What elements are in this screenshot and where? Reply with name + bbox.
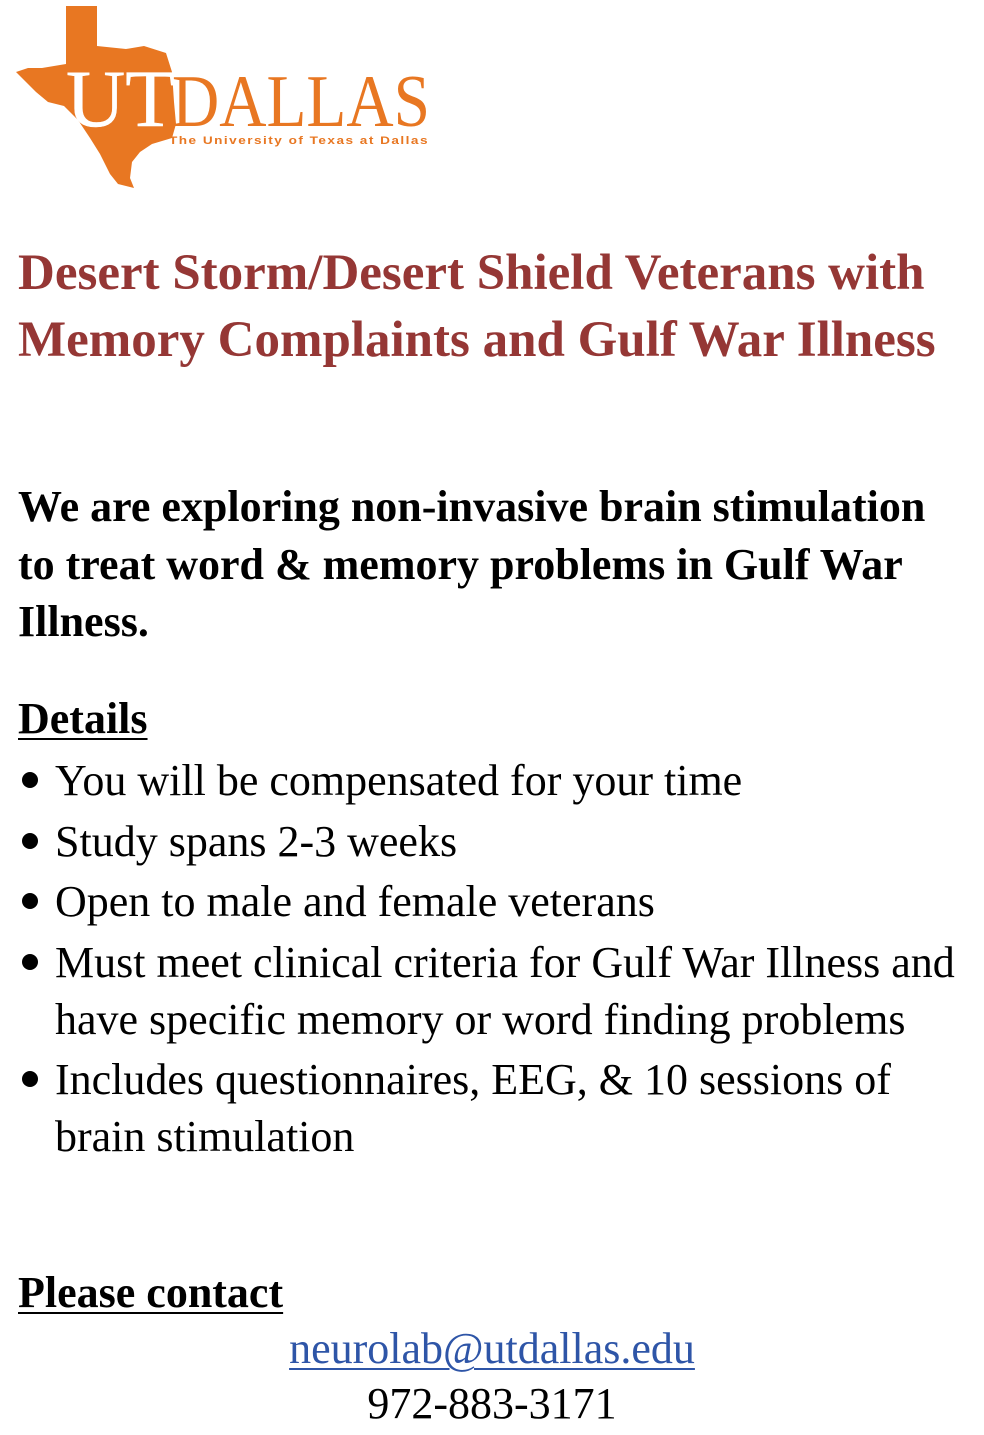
bullet-icon [22,772,38,788]
contact-heading: Please contact [18,1268,284,1317]
details-item-text: Study spans 2-3 weeks [55,816,458,866]
contact-email-link[interactable]: neurolab@utdallas.edu [289,1324,695,1373]
bullet-icon [22,893,38,909]
details-item-text: Must meet clinical criteria for Gulf War Illness and have specific memory or word finding problems [55,937,955,1044]
logo-tagline-text: The University of Texas at Dallas [169,135,429,147]
study-intro-text: We are exploring non-invasive brain stimulation to treat word & memory problems in Gulf War Illness. [18,482,926,646]
details-item-text: Open to male and female veterans [55,877,655,926]
details-list-item [18,752,968,809]
details-list-item [18,1051,968,1165]
details-item-text: You will be compensated for your time [55,756,743,805]
bullet-icon [22,833,38,849]
bullet-icon [22,954,38,970]
details-list [18,752,968,1169]
details-list-item [18,813,968,870]
page-headline: Desert Storm/Desert Shield Veterans with Memory Complaints and Gulf War Illness [18,245,936,368]
details-list-item [18,873,968,930]
bullet-icon [22,1071,38,1087]
details-item-text: Includes questionnaires, EEG, & 10 sessions of brain stimulation [55,1055,891,1161]
details-heading: Details [18,694,148,743]
logo-ut-text: UT [66,53,176,144]
texas-shape-logo-graphic [14,6,434,188]
contact-phone-number: 972-883-3171 [367,1379,617,1428]
ut-dallas-logo [14,6,434,188]
logo-dallas-text: DALLAS [172,61,430,143]
details-list-item [18,934,968,1048]
